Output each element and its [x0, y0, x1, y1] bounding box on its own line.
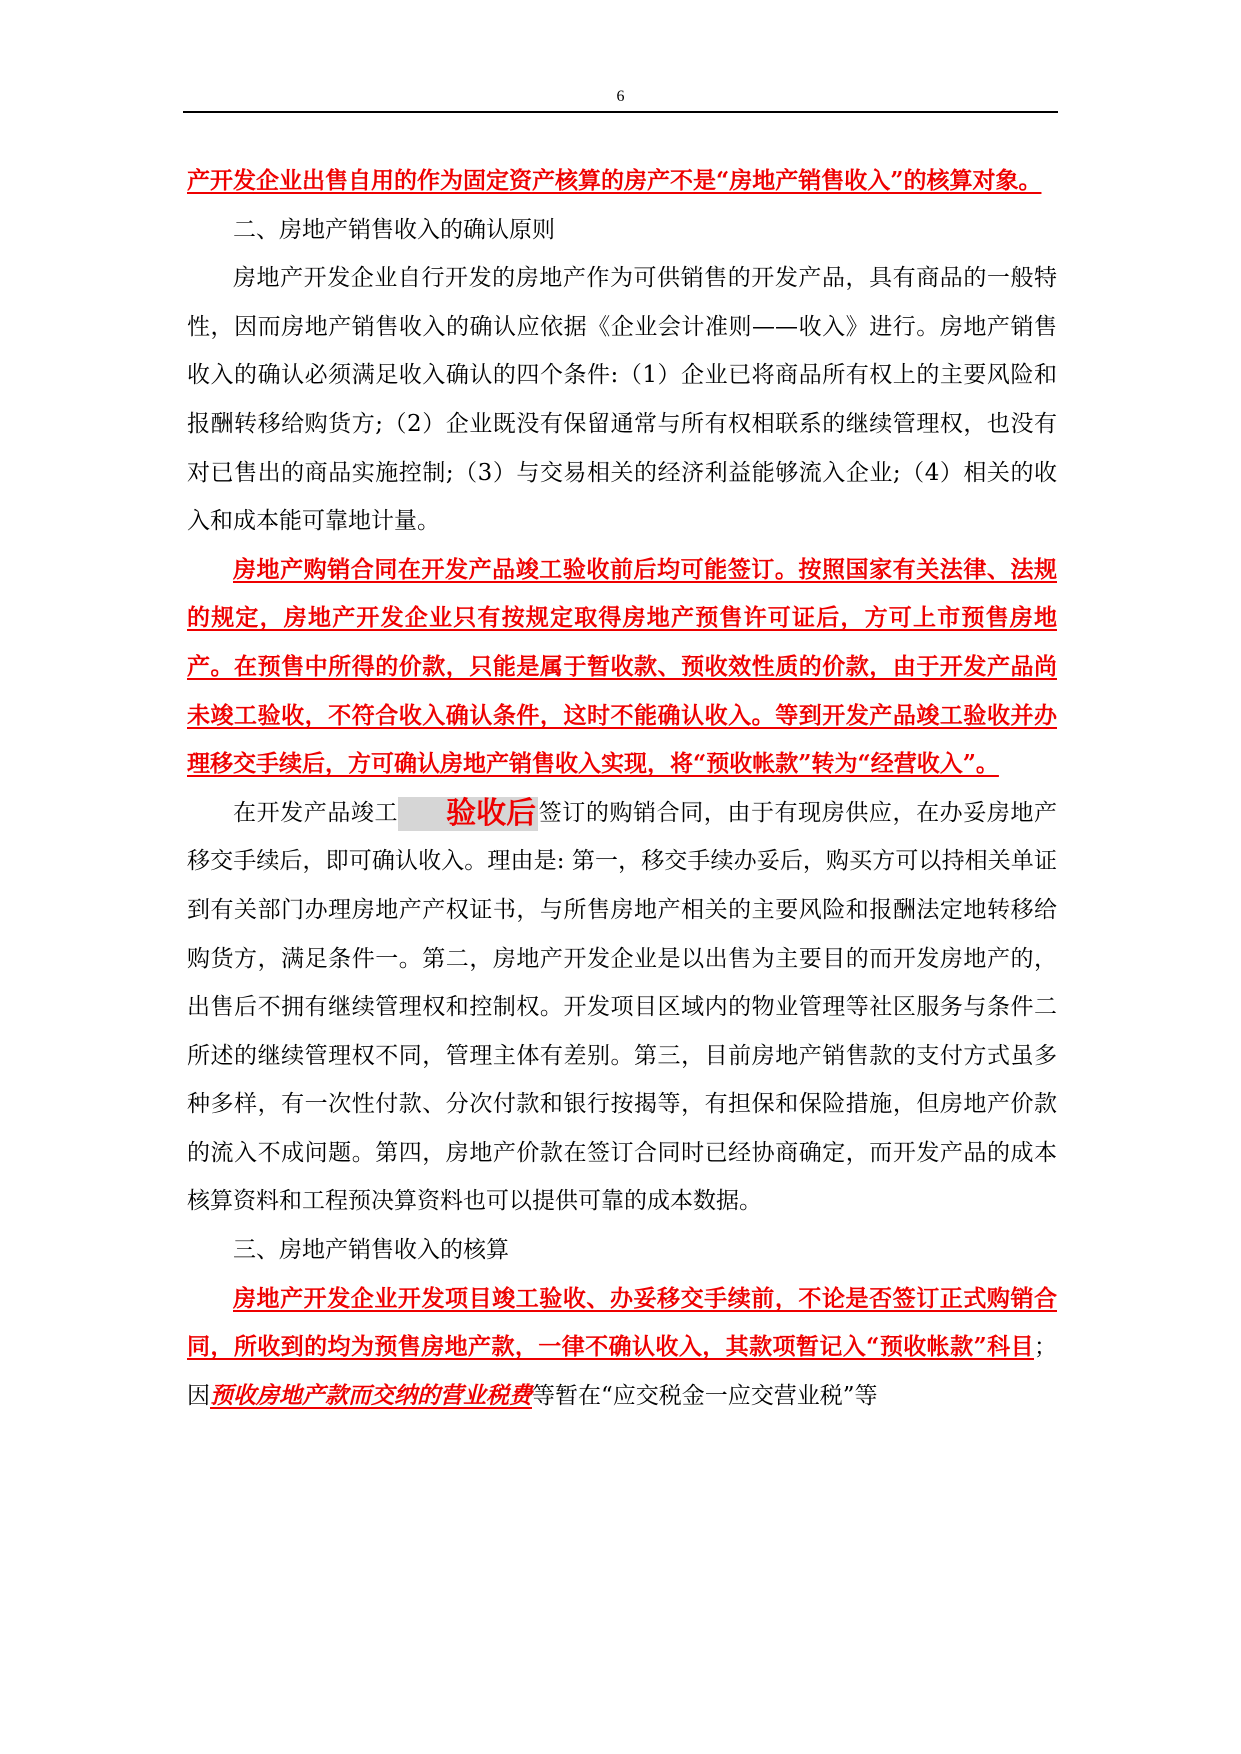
paragraph-after-acceptance: [187, 789, 1057, 1226]
text-segment: 等暂在“应交税金一应交营业税”等: [532, 1382, 878, 1409]
text-segment: 在开发产品竣工: [233, 799, 399, 826]
paragraph-continuation: [187, 157, 1057, 206]
header-rule: [183, 111, 1058, 113]
red-emphasis-text: 房地产购销合同在开发产品竣工验收前后均可能签订。按照国家有关法律、法规的规定，房地产开发企业只有按规定取得房地产预售许可证后，方可上市预售房地产。在预售中所得的价款，只能是属于暂收款、预收效性质的价款，由于开发产品尚未竣工验收，不符合收入确认条件，这时不能确认收入。等到开发产品竣工验收并办理移交手续后，方可确认房地产销售收入实现，将“预收帐款”转为“经营收入”。: [187, 555, 1057, 778]
highlighted-text: 验收后: [398, 797, 538, 831]
text-segment: 签订的购销合同，由于有现房供应，在办妥房地产移交手续后，即可确认收入。理由是: 第一，移交手续办妥后，购买方可以持相关单证到有关部门办理房地产产权证书，与所售房地产相关的主要风险和报酬法定地转移给购货方，满足条件一。第二，房地产开发企业是以出售为主要目的而开发房地产的，出售后不拥有继续管理权和控制权。开发项目区域内的物业管理等社区服务与条件二所述的继续管理权不同，管理主体有差别。第三，目前房地产销售款的支付方式虽多种多样，有一次性付款、分次付款和银行按揭等，有担保和保险措施，但房地产价款的流入不成问题。第四，房地产价款在签订合同时已经协商确定，而开发产品的成本核算资料和工程预决算资料也可以提供可靠的成本数据。: [187, 799, 1058, 1215]
red-emphasis-text: 房地产开发企业开发项目竣工验收、办妥移交手续前，不论是否签订正式购销合同，所收到的均为预售房地产款，一律不确认收入，其款项暂记入“预收帐款”科目: [187, 1284, 1057, 1361]
red-emphasis-text: 产开发企业出售自用的作为固定资产核算的房产不是“房地产销售收入”的核算对象。: [187, 167, 1042, 194]
document-body: [187, 157, 1057, 1420]
text-segment: ；因: [187, 1334, 1057, 1409]
section-heading-2: 二、房地产销售收入的确认原则: [233, 216, 555, 243]
paragraph-accounting: [187, 1275, 1057, 1421]
paragraph-recognition-conditions: 房地产开发企业自行开发的房地产作为可供销售的开发产品，具有商品的一般特性，因而房地产销售收入的确认应依据《企业会计准则——收入》进行。房地产销售收入的确认必须满足收入确认的四个条件:（1）企业已将商品所有权上的主要风险和报酬转移给购货方;（2）企业既没有保留通常与所有权相联系的继续管理权，也没有对已售出的商品实施控制;（3）与交易相关的经济利益能够流入企业;（4）相关的收入和成本能可靠地计量。: [187, 265, 1057, 535]
paragraph-presale: [187, 546, 1057, 789]
section-heading-3: 三、房地产销售收入的核算: [233, 1237, 509, 1264]
page-number: 6: [616, 88, 625, 105]
red-italic-emphasis-text: 预收房地产款而交纳的营业税费: [210, 1381, 532, 1409]
